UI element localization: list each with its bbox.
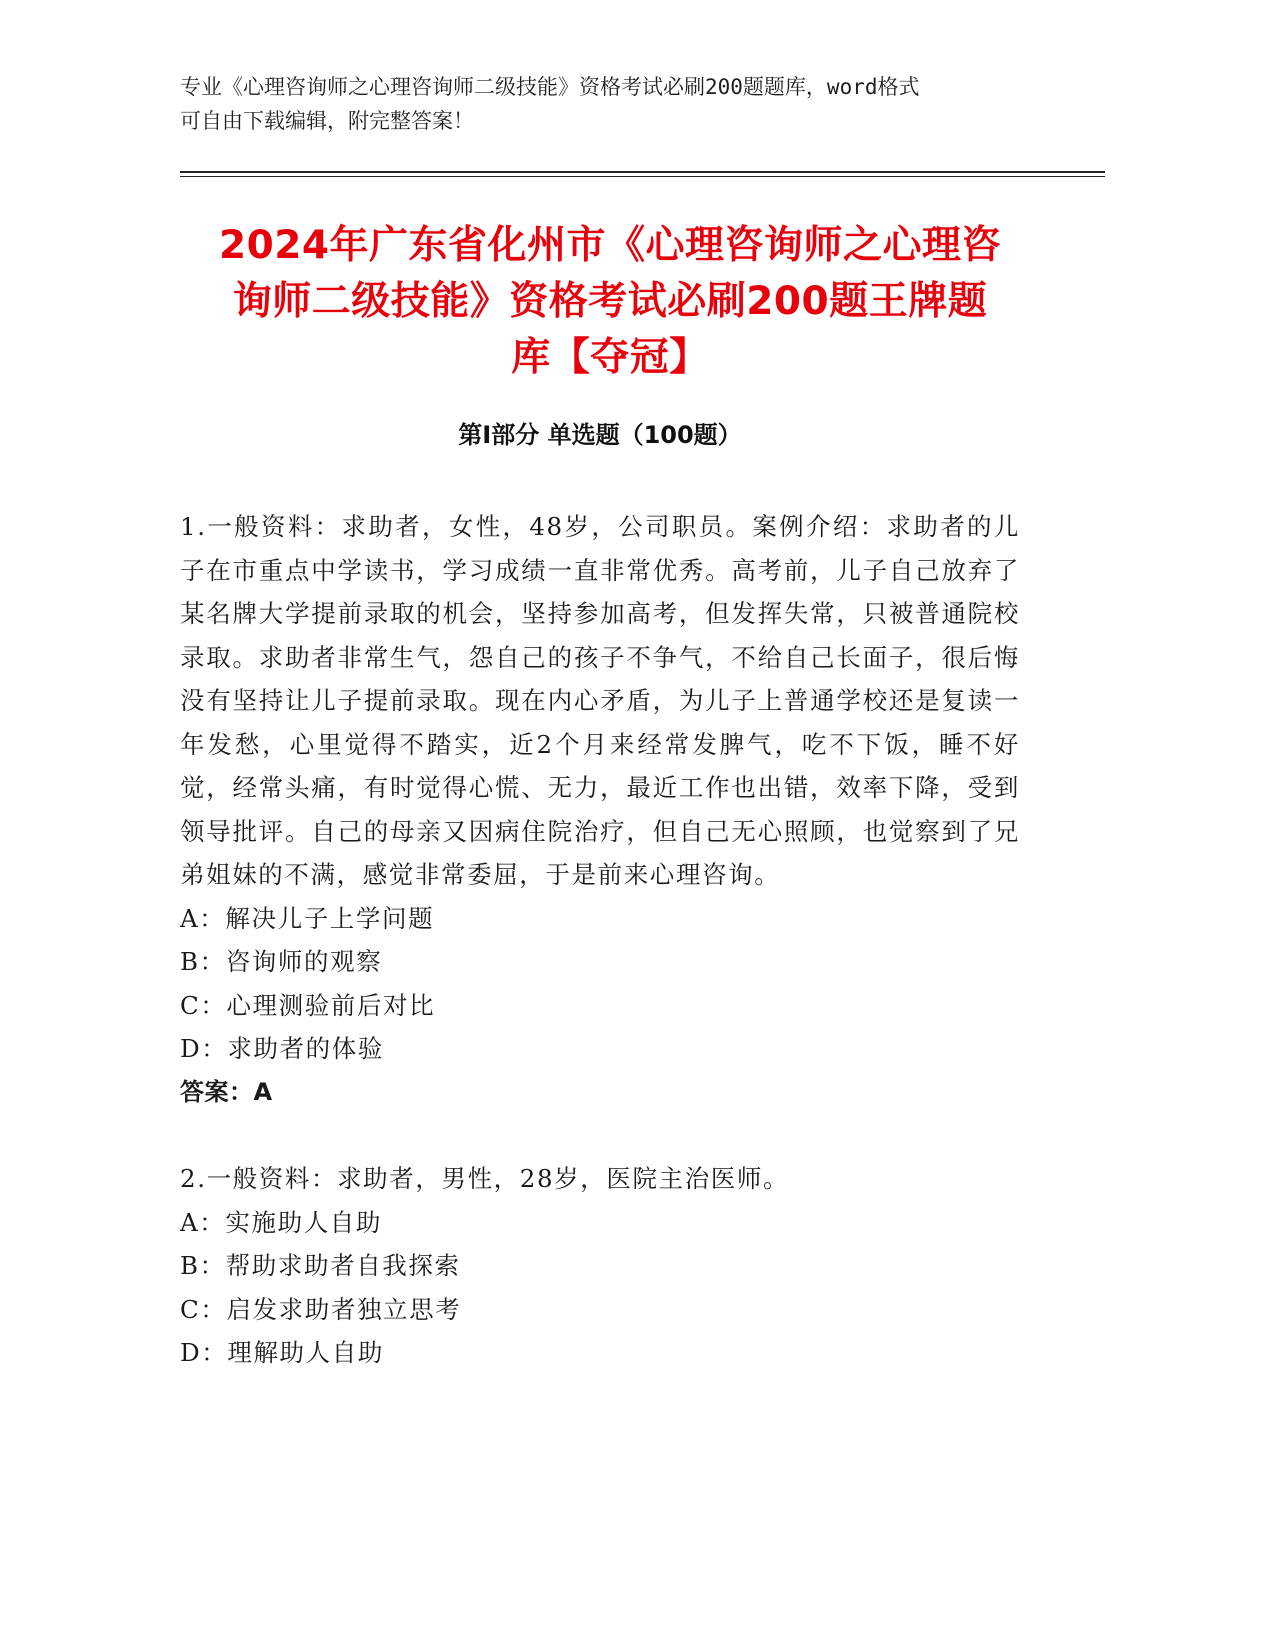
question-stem: 1.一般资料：求助者，女性，48岁，公司职员。案例介绍：求助者的儿子在市重点中学读书，学习成绩一直非常优秀。高考前，儿子自己放弃了某名牌大学提前录取的机会，坚持参加高考，但发挥失常，只被普通院校录取。求助者非常生气，怨自己的孩子不争气，不给自己长面子，很后悔没有坚持让儿子提前录取。现在内心矛盾，为儿子上普通学校还是复读一年发愁，心里觉得不踏实，近2个月来经常发脾气，吃不下饭，睡不好觉，经常头痛，有时觉得心慌、无力，最近工作也出错，效率下降，受到领导批评。自己的母亲又因病住院治疗，但自己无心照顾，也觉察到了兄弟姐妹的不满，感觉非常委屈，于是前来心理咨询。 (180, 512, 1020, 889)
document-title-line-3: 库【夺冠】 (511, 335, 709, 380)
question-stem: 2.一般资料：求助者，男性，28岁，医院主治医师。 (180, 1164, 790, 1193)
option-b: B：帮助求助者自我探索 (180, 1251, 461, 1280)
option-b: B：咨询师的观察 (180, 947, 383, 976)
section-title: 第Ⅰ部分 单选题（100题） (458, 421, 742, 449)
option-a: A：解决儿子上学问题 (180, 903, 435, 933)
question-1 (180, 505, 1020, 1114)
question-spacer (180, 1114, 1020, 1157)
option-d: D：理解助人自助 (180, 1338, 384, 1367)
header-note-line-1: 专业《心理咨询师之心理咨询师二级技能》资格考试必刷200题题库，word格式 (180, 75, 920, 99)
option-c: C：心理测验前后对比 (180, 990, 436, 1020)
question-list (180, 505, 1020, 1375)
document-title (170, 218, 1050, 386)
header-divider-thin (180, 176, 1105, 177)
header-divider-thick (180, 171, 1105, 173)
answer-label: 答案：A (180, 1077, 273, 1106)
document-title-line-2: 询师二级技能》资格考试必刷200题王牌题 (232, 279, 988, 324)
option-d: D：求助者的体验 (180, 1034, 384, 1063)
question-2 (180, 1157, 1020, 1375)
option-c: C：启发求助者独立思考 (180, 1294, 462, 1324)
document-title-line-1: 2024年广东省化州市《心理咨询师之心理咨 (218, 223, 1002, 268)
header-note-line-2: 可自由下载编辑，附完整答案！ (180, 109, 474, 133)
header-note (180, 70, 1030, 138)
option-a: A：实施助人自助 (180, 1207, 382, 1237)
